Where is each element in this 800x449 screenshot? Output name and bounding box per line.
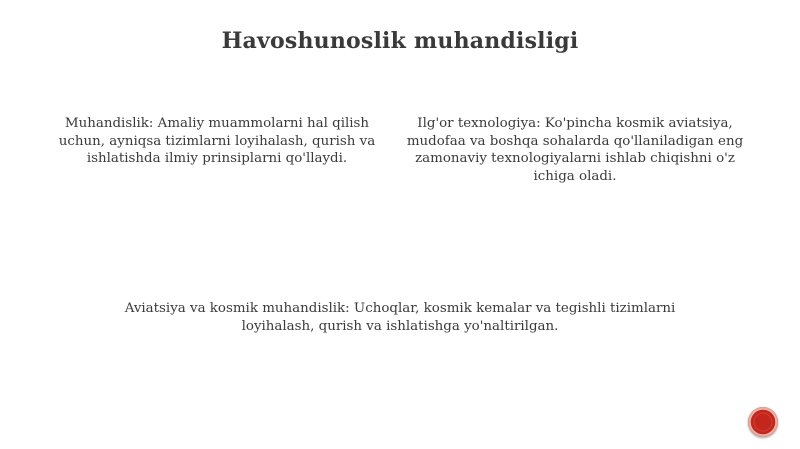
text-block-engineering: Muhandislik: Amaliy muammolarni hal qilish uchun, ayniqsa tizimlarni loyihalash, qurish va ishlatishda ilmiy prinsiplarni qo'llaydi. xyxy=(58,116,376,166)
slide-title: Havoshunoslik muhandisligi xyxy=(221,28,579,54)
text-block-advanced-technology: Ilg'or texnologiya: Ko'pincha kosmik aviatsiya, mudofaa va boshqa sohalarda qo'llaniladigan eng zamonaviy texnologiyalarni ishlab chiqishni o'z ichiga oladi. xyxy=(406,116,744,184)
circle-button-icon xyxy=(748,407,778,437)
next-slide-button[interactable] xyxy=(748,407,778,437)
text-block-aerospace-engineering: Aviatsiya va kosmik muhandislik: Uchoqlar, kosmik kemalar va tegishli tizimlarni loyihalash, qurish va ishlatishga yo'naltirilgan. xyxy=(124,301,676,334)
